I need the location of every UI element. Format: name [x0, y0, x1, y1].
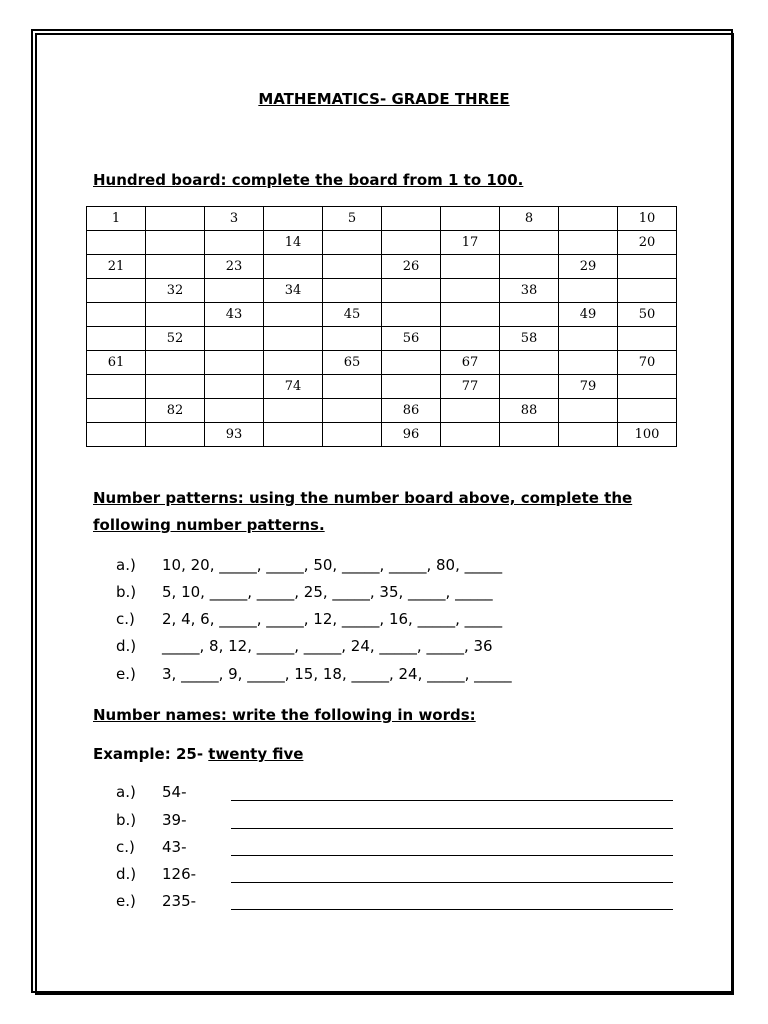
hundred-board-table	[86, 206, 677, 447]
board-cell-blank[interactable]	[205, 279, 264, 303]
board-cell-blank[interactable]	[618, 327, 677, 351]
board-cell: 5	[323, 207, 382, 231]
board-cell-blank[interactable]	[323, 231, 382, 255]
board-cell-blank[interactable]	[146, 375, 205, 399]
board-row	[87, 255, 677, 279]
number-names-example	[93, 745, 303, 763]
board-cell-blank[interactable]	[264, 351, 323, 375]
board-cell-blank[interactable]	[500, 423, 559, 447]
board-cell-blank[interactable]	[205, 327, 264, 351]
board-cell: 56	[382, 327, 441, 351]
pattern-label: b.)	[116, 583, 137, 601]
board-cell: 52	[146, 327, 205, 351]
pattern-text[interactable]: _____, 8, 12, _____, _____, 24, _____, _____, 36	[162, 637, 493, 655]
board-cell-blank[interactable]	[382, 375, 441, 399]
board-cell-blank[interactable]	[559, 423, 618, 447]
board-cell-blank[interactable]	[618, 375, 677, 399]
board-cell-blank[interactable]	[146, 207, 205, 231]
board-cell-blank[interactable]	[382, 279, 441, 303]
board-cell-blank[interactable]	[500, 255, 559, 279]
board-cell: 96	[382, 423, 441, 447]
pattern-item	[116, 665, 512, 683]
hundred-board-heading: Hundred board: complete the board from 1 to 100.	[93, 171, 524, 189]
board-row	[87, 207, 677, 231]
pattern-item	[116, 610, 502, 628]
board-cell: 67	[441, 351, 500, 375]
board-cell-blank[interactable]	[559, 207, 618, 231]
name-label: b.)	[116, 811, 137, 829]
board-row	[87, 279, 677, 303]
answer-line[interactable]	[231, 854, 673, 856]
board-cell: 34	[264, 279, 323, 303]
board-cell: 29	[559, 255, 618, 279]
name-item	[116, 783, 232, 801]
board-cell: 86	[382, 399, 441, 423]
board-cell-blank[interactable]	[205, 351, 264, 375]
board-cell: 8	[500, 207, 559, 231]
name-label: e.)	[116, 892, 136, 910]
board-cell-blank[interactable]	[146, 423, 205, 447]
board-cell-blank[interactable]	[205, 231, 264, 255]
example-prefix: Example: 25-	[93, 745, 204, 763]
board-cell: 20	[618, 231, 677, 255]
pattern-label: e.)	[116, 665, 136, 683]
board-cell-blank[interactable]	[441, 255, 500, 279]
board-cell-blank[interactable]	[500, 303, 559, 327]
board-cell-blank[interactable]	[323, 399, 382, 423]
number-patterns-heading: Number patterns: using the number board above, complete the following number patterns.	[93, 489, 633, 534]
answer-line[interactable]	[231, 908, 673, 910]
board-cell-blank[interactable]	[87, 375, 146, 399]
board-cell-blank[interactable]	[323, 375, 382, 399]
board-cell-blank[interactable]	[264, 423, 323, 447]
answer-line[interactable]	[231, 827, 673, 829]
board-cell-blank[interactable]	[618, 279, 677, 303]
number-names-heading: Number names: write the following in words:	[93, 706, 476, 724]
name-number: 39-	[162, 811, 187, 829]
name-label: a.)	[116, 783, 136, 801]
board-cell: 26	[382, 255, 441, 279]
board-cell-blank[interactable]	[87, 231, 146, 255]
board-cell-blank[interactable]	[264, 207, 323, 231]
board-cell-blank[interactable]	[382, 231, 441, 255]
board-cell-blank[interactable]	[559, 351, 618, 375]
pattern-text[interactable]: 5, 10, _____, _____, 25, _____, 35, _____, _____	[162, 583, 493, 601]
board-cell-blank[interactable]	[382, 207, 441, 231]
board-cell: 1	[87, 207, 146, 231]
name-number: 126-	[162, 865, 197, 883]
pattern-text[interactable]: 3, _____, 9, _____, 15, 18, _____, 24, _____, _____	[162, 665, 512, 683]
board-cell: 74	[264, 375, 323, 399]
board-cell-blank[interactable]	[264, 255, 323, 279]
board-cell: 21	[87, 255, 146, 279]
name-number: 43-	[162, 838, 187, 856]
board-cell-blank[interactable]	[205, 375, 264, 399]
board-cell-blank[interactable]	[441, 207, 500, 231]
board-cell: 61	[87, 351, 146, 375]
board-cell: 50	[618, 303, 677, 327]
board-cell: 79	[559, 375, 618, 399]
board-cell-blank[interactable]	[382, 351, 441, 375]
board-cell-blank[interactable]	[500, 351, 559, 375]
board-cell: 45	[323, 303, 382, 327]
board-cell-blank[interactable]	[146, 351, 205, 375]
board-cell: 23	[205, 255, 264, 279]
board-cell-blank[interactable]	[146, 303, 205, 327]
board-row	[87, 351, 677, 375]
board-cell-blank[interactable]	[323, 255, 382, 279]
board-cell-blank[interactable]	[87, 423, 146, 447]
pattern-item	[116, 637, 493, 655]
board-cell: 10	[618, 207, 677, 231]
name-item	[116, 838, 232, 856]
board-cell: 58	[500, 327, 559, 351]
board-row	[87, 231, 677, 255]
board-row	[87, 423, 677, 447]
board-cell: 32	[146, 279, 205, 303]
board-cell: 43	[205, 303, 264, 327]
board-cell-blank[interactable]	[500, 375, 559, 399]
pattern-label: d.)	[116, 637, 137, 655]
board-cell-blank[interactable]	[559, 231, 618, 255]
board-cell: 100	[618, 423, 677, 447]
board-cell-blank[interactable]	[441, 303, 500, 327]
name-label: d.)	[116, 865, 137, 883]
board-cell-blank[interactable]	[441, 327, 500, 351]
pattern-item	[116, 583, 493, 601]
board-cell: 3	[205, 207, 264, 231]
name-item	[116, 865, 232, 883]
board-cell-blank[interactable]	[618, 399, 677, 423]
board-cell-blank[interactable]	[264, 399, 323, 423]
board-cell-blank[interactable]	[87, 279, 146, 303]
board-cell: 38	[500, 279, 559, 303]
board-row	[87, 375, 677, 399]
board-cell-blank[interactable]	[618, 255, 677, 279]
board-row	[87, 303, 677, 327]
board-cell: 65	[323, 351, 382, 375]
pattern-label: a.)	[116, 556, 136, 574]
board-cell-blank[interactable]	[87, 327, 146, 351]
board-cell-blank[interactable]	[264, 327, 323, 351]
board-row	[87, 399, 677, 423]
board-cell-blank[interactable]	[441, 399, 500, 423]
name-item	[116, 811, 232, 829]
board-cell: 49	[559, 303, 618, 327]
board-cell: 88	[500, 399, 559, 423]
board-cell: 82	[146, 399, 205, 423]
page-title: MATHEMATICS- GRADE THREE	[258, 90, 510, 108]
board-cell: 14	[264, 231, 323, 255]
pattern-text[interactable]: 2, 4, 6, _____, _____, 12, _____, 16, _____, _____	[162, 610, 503, 628]
example-answer: twenty five	[208, 745, 304, 763]
answer-line[interactable]	[231, 881, 673, 883]
board-cell-blank[interactable]	[441, 279, 500, 303]
board-cell-blank[interactable]	[323, 327, 382, 351]
board-cell-blank[interactable]	[559, 279, 618, 303]
board-cell-blank[interactable]	[559, 327, 618, 351]
board-cell-blank[interactable]	[87, 303, 146, 327]
board-cell: 70	[618, 351, 677, 375]
board-cell-blank[interactable]	[146, 255, 205, 279]
board-cell-blank[interactable]	[264, 303, 323, 327]
pattern-item	[116, 556, 502, 574]
board-cell-blank[interactable]	[146, 231, 205, 255]
pattern-label: c.)	[116, 610, 135, 628]
pattern-text[interactable]: 10, 20, _____, _____, 50, _____, _____, 80, _____	[162, 556, 503, 574]
board-cell-blank[interactable]	[205, 399, 264, 423]
answer-line[interactable]	[231, 799, 673, 801]
name-number: 54-	[162, 783, 187, 801]
board-cell: 17	[441, 231, 500, 255]
name-item	[116, 892, 232, 910]
board-cell: 93	[205, 423, 264, 447]
board-cell-blank[interactable]	[323, 423, 382, 447]
board-cell-blank[interactable]	[382, 303, 441, 327]
name-label: c.)	[116, 838, 135, 856]
name-number: 235-	[162, 892, 197, 910]
board-cell: 77	[441, 375, 500, 399]
board-cell-blank[interactable]	[500, 231, 559, 255]
board-row	[87, 327, 677, 351]
board-cell-blank[interactable]	[441, 423, 500, 447]
board-cell-blank[interactable]	[559, 399, 618, 423]
board-cell-blank[interactable]	[323, 279, 382, 303]
board-cell-blank[interactable]	[87, 399, 146, 423]
